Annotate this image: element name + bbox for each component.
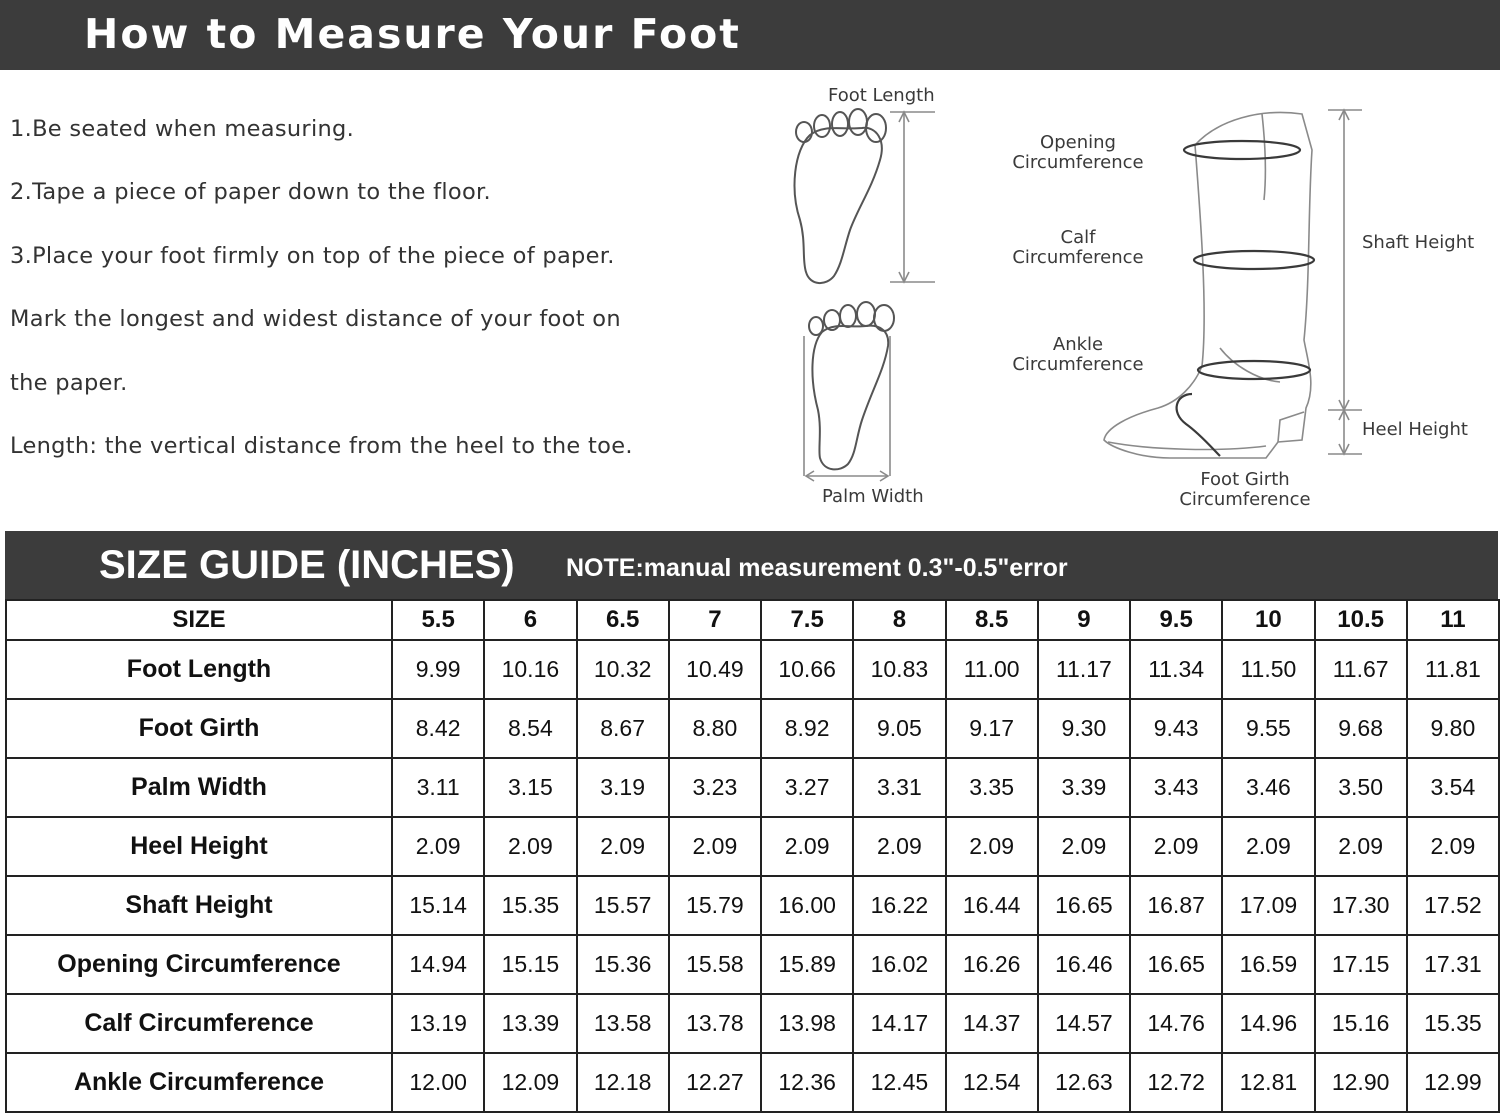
table-cell: 3.50: [1315, 758, 1407, 817]
table-cell: 2.09: [1315, 817, 1407, 876]
table-cell: 2.09: [853, 817, 945, 876]
table-cell: 11.34: [1130, 640, 1222, 699]
size-header-label: SIZE: [6, 600, 392, 640]
table-cell: 12.54: [946, 1053, 1038, 1112]
table-cell: 12.99: [1407, 1053, 1499, 1112]
table-cell: 2.09: [1038, 817, 1130, 876]
table-cell: 8.80: [669, 699, 761, 758]
table-cell: 8.42: [392, 699, 484, 758]
size-column-header: 7.5: [761, 600, 853, 640]
foot-length-label: Foot Length: [828, 85, 935, 106]
table-cell: 15.58: [669, 935, 761, 994]
heel-height-label: Heel Height: [1362, 419, 1468, 440]
instruction-step-4: Mark the longest and widest distance of your foot on: [10, 306, 621, 332]
instruction-step-1: 1.Be seated when measuring.: [10, 116, 355, 142]
table-row: [6, 758, 1499, 817]
page-title: How to Measure Your Foot: [84, 10, 741, 58]
table-row: [6, 876, 1499, 935]
table-cell: 2.09: [946, 817, 1038, 876]
table-cell: 15.35: [484, 876, 576, 935]
instruction-step-6: Length: the vertical distance from the heel to the toe.: [10, 433, 633, 459]
table-cell: 15.89: [761, 935, 853, 994]
table-cell: 3.31: [853, 758, 945, 817]
table-row: [6, 935, 1499, 994]
palm-width-label: Palm Width: [822, 486, 924, 507]
foot-girth-ring: [1177, 394, 1220, 456]
foot-sole-top: [795, 109, 886, 283]
table-cell: 15.16: [1315, 994, 1407, 1053]
table-cell: 10.32: [577, 640, 669, 699]
size-guide-title: SIZE GUIDE (INCHES): [99, 543, 515, 587]
table-cell: 9.30: [1038, 699, 1130, 758]
table-cell: 14.76: [1130, 994, 1222, 1053]
table-cell: 3.15: [484, 758, 576, 817]
table-cell: 16.65: [1038, 876, 1130, 935]
row-label: Foot Girth: [6, 699, 392, 758]
table-cell: 12.72: [1130, 1053, 1222, 1112]
table-cell: 8.54: [484, 699, 576, 758]
foot-sole-bottom: [809, 302, 894, 469]
size-table-body: [6, 640, 1499, 1112]
row-label: Opening Circumference: [6, 935, 392, 994]
table-cell: 15.36: [577, 935, 669, 994]
table-cell: 17.15: [1315, 935, 1407, 994]
table-cell: 14.94: [392, 935, 484, 994]
table-cell: 15.15: [484, 935, 576, 994]
table-cell: 16.44: [946, 876, 1038, 935]
instruction-step-5: the paper.: [10, 370, 128, 396]
table-cell: 11.17: [1038, 640, 1130, 699]
table-cell: 13.19: [392, 994, 484, 1053]
ankle-circumference-label: Ankle Circumference: [1012, 334, 1144, 375]
table-cell: 3.35: [946, 758, 1038, 817]
table-cell: 2.09: [392, 817, 484, 876]
table-cell: 16.46: [1038, 935, 1130, 994]
table-cell: 17.30: [1315, 876, 1407, 935]
row-label: Palm Width: [6, 758, 392, 817]
table-cell: 11.67: [1315, 640, 1407, 699]
table-cell: 11.50: [1222, 640, 1314, 699]
table-cell: 16.26: [946, 935, 1038, 994]
table-cell: 2.09: [1130, 817, 1222, 876]
table-row: [6, 817, 1499, 876]
table-cell: 12.36: [761, 1053, 853, 1112]
table-cell: 13.78: [669, 994, 761, 1053]
table-cell: 16.22: [853, 876, 945, 935]
table-cell: 2.09: [577, 817, 669, 876]
table-cell: 2.09: [1407, 817, 1499, 876]
table-cell: 12.27: [669, 1053, 761, 1112]
table-row: [6, 640, 1499, 699]
table-cell: 12.09: [484, 1053, 576, 1112]
table-cell: 17.52: [1407, 876, 1499, 935]
row-label: Shaft Height: [6, 876, 392, 935]
table-cell: 15.35: [1407, 994, 1499, 1053]
calf-circumference-label: Calf Circumference: [1012, 227, 1144, 268]
row-label: Calf Circumference: [6, 994, 392, 1053]
size-column-header: 10: [1222, 600, 1314, 640]
table-cell: 2.09: [669, 817, 761, 876]
table-cell: 16.00: [761, 876, 853, 935]
size-column-header: 9.5: [1130, 600, 1222, 640]
table-cell: 10.83: [853, 640, 945, 699]
table-cell: 16.65: [1130, 935, 1222, 994]
table-cell: 17.09: [1222, 876, 1314, 935]
table-cell: 3.19: [577, 758, 669, 817]
table-cell: 14.17: [853, 994, 945, 1053]
instruction-step-3: 3.Place your foot firmly on top of the piece of paper.: [10, 243, 615, 269]
row-label: Ankle Circumference: [6, 1053, 392, 1112]
table-cell: 8.67: [577, 699, 669, 758]
boot-diagram: [990, 90, 1495, 520]
size-column-header: 11: [1407, 600, 1499, 640]
table-cell: 3.23: [669, 758, 761, 817]
size-column-header: 7: [669, 600, 761, 640]
table-cell: 17.31: [1407, 935, 1499, 994]
table-cell: 10.49: [669, 640, 761, 699]
table-row: [6, 699, 1499, 758]
table-cell: 14.37: [946, 994, 1038, 1053]
table-cell: 3.54: [1407, 758, 1499, 817]
table-cell: 3.39: [1038, 758, 1130, 817]
size-column-header: 6: [484, 600, 576, 640]
table-cell: 10.16: [484, 640, 576, 699]
table-cell: 2.09: [761, 817, 853, 876]
table-cell: 13.39: [484, 994, 576, 1053]
foot-girth-circumference-label: Foot Girth Circumference: [1179, 469, 1311, 510]
table-cell: 9.80: [1407, 699, 1499, 758]
table-cell: 13.98: [761, 994, 853, 1053]
size-column-header: 9: [1038, 600, 1130, 640]
table-cell: 9.05: [853, 699, 945, 758]
size-column-header: 6.5: [577, 600, 669, 640]
table-cell: 16.59: [1222, 935, 1314, 994]
row-label: Foot Length: [6, 640, 392, 699]
table-cell: 9.43: [1130, 699, 1222, 758]
table-cell: 3.27: [761, 758, 853, 817]
table-cell: 14.96: [1222, 994, 1314, 1053]
shaft-height-label: Shaft Height: [1362, 232, 1475, 253]
calf-ring: [1194, 251, 1314, 269]
table-cell: 3.43: [1130, 758, 1222, 817]
table-cell: 16.87: [1130, 876, 1222, 935]
table-row: [6, 994, 1499, 1053]
size-header-row: [6, 600, 1499, 640]
size-table: [5, 599, 1500, 1113]
foot-outline-illustration: [780, 80, 960, 520]
table-row: [6, 1053, 1499, 1112]
opening-ring: [1184, 141, 1300, 159]
size-column-header: 10.5: [1315, 600, 1407, 640]
measurement-note: NOTE:manual measurement 0.3"-0.5"error: [566, 554, 1068, 582]
table-cell: 11.81: [1407, 640, 1499, 699]
table-cell: 15.79: [669, 876, 761, 935]
row-label: Heel Height: [6, 817, 392, 876]
table-cell: 12.63: [1038, 1053, 1130, 1112]
table-cell: 9.17: [946, 699, 1038, 758]
table-cell: 3.46: [1222, 758, 1314, 817]
table-cell: 12.45: [853, 1053, 945, 1112]
table-cell: 9.68: [1315, 699, 1407, 758]
table-cell: 3.11: [392, 758, 484, 817]
table-cell: 9.99: [392, 640, 484, 699]
opening-circumference-label: Opening Circumference: [1012, 132, 1144, 173]
foot-diagram: [780, 80, 960, 520]
size-column-header: 5.5: [392, 600, 484, 640]
table-cell: 15.57: [577, 876, 669, 935]
table-cell: 15.14: [392, 876, 484, 935]
table-cell: 14.57: [1038, 994, 1130, 1053]
table-cell: 8.92: [761, 699, 853, 758]
table-cell: 12.81: [1222, 1053, 1314, 1112]
instruction-step-2: 2.Tape a piece of paper down to the floor.: [10, 179, 491, 205]
table-cell: 2.09: [1222, 817, 1314, 876]
measure-header-banner: [0, 0, 1500, 70]
table-cell: 12.90: [1315, 1053, 1407, 1112]
table-cell: 16.02: [853, 935, 945, 994]
size-column-header: 8: [853, 600, 945, 640]
table-cell: 10.66: [761, 640, 853, 699]
size-guide-banner: [5, 531, 1498, 599]
table-cell: 9.55: [1222, 699, 1314, 758]
table-cell: 12.00: [392, 1053, 484, 1112]
ankle-ring: [1198, 361, 1310, 379]
table-cell: 2.09: [484, 817, 576, 876]
table-cell: 13.58: [577, 994, 669, 1053]
table-cell: 12.18: [577, 1053, 669, 1112]
table-cell: 11.00: [946, 640, 1038, 699]
size-column-header: 8.5: [946, 600, 1038, 640]
